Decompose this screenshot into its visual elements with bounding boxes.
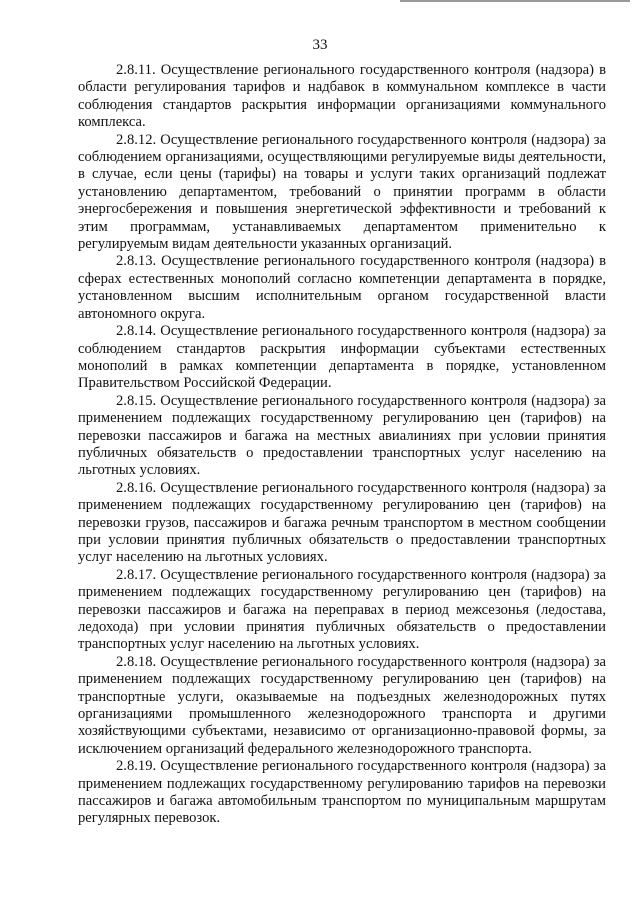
paragraph-2-8-15: 2.8.15. Осуществление регионального государственного контроля (надзора) за применением подлежащих государственному регулированию цен (тарифов) на перевозки пассажиров и багажа на местных авиалиниях при условии принятия публичных обязательств о предоставлении транспортных услуг населению на льготных условиях.: [78, 392, 606, 479]
paragraph-2-8-19: 2.8.19. Осуществление регионального государственного контроля (надзора) за применением подлежащих государственному регулированию тарифов на перевозки пассажиров и багажа автомобильным транспортом по муниципальным маршрутам регулярных перевозок.: [78, 758, 606, 827]
scan-edge-line: [400, 0, 630, 2]
document-body: [78, 62, 606, 828]
paragraph-2-8-18: 2.8.18. Осуществление регионального государственного контроля (надзора) за применением подлежащих государственному регулированию цен (тарифов) на транспортные услуги, оказываемые на подъездных железнодорожных путях организациями промышленного железнодорожного транспорта и другими хозяйствующими субъектами, независимо от организационно-правовой формы, за исключением организаций федерального железнодорожного транспорта.: [78, 653, 606, 757]
paragraph-2-8-17: 2.8.17. Осуществление регионального государственного контроля (надзора) за применением подлежащих государственному регулированию цен (тарифов) на перевозки пассажиров и багажа на переправах в период межсезонья (ледостава, ледохода) при условии принятия публичных обязательств о предоставлении транспортных услуг населению на льготных условиях.: [78, 566, 606, 653]
paragraph-2-8-13: 2.8.13. Осуществление регионального государственного контроля (надзора) в сферах естественных монополий согласно компетенции департамента в порядке, установленном высшим исполнительным органом государственной власти автономного округа.: [78, 253, 606, 322]
page-number: 33: [312, 37, 328, 53]
paragraph-2-8-16: 2.8.16. Осуществление регионального государственного контроля (надзора) за применением подлежащих государственному регулированию цен (тарифов) на перевозки грузов, пассажиров и багажа речным транспортом в местном сообщении при условии принятия публичных обязательств о предоставлении транспортных услуг населению на льготных условиях.: [78, 479, 606, 566]
paragraph-2-8-14: 2.8.14. Осуществление регионального государственного контроля (надзора) за соблюдением стандартов раскрытия информации субъектами естественных монополий в рамках компетенции департамента в порядке, установленном Правительством Российской Федерации.: [78, 323, 606, 392]
paragraph-2-8-12: 2.8.12. Осуществление регионального государственного контроля (надзора) за соблюдением организациями, осуществляющими регулируемые виды деятельности, в случае, если цены (тарифы) на товары и услуги таких организаций подлежат установлению департаментом, требований о принятии программ в области энергосбережения и повышения энергетической эффективности и требований к этим программам, устанавливаемых департаментом применительно к регулируемым видам деятельности указанных организаций.: [78, 131, 606, 253]
paragraph-2-8-11: 2.8.11. Осуществление регионального государственного контроля (надзора) в области регулирования тарифов и надбавок в коммунальном комплексе в части соблюдения стандартов раскрытия информации организациями коммунального комплекса.: [78, 62, 606, 131]
